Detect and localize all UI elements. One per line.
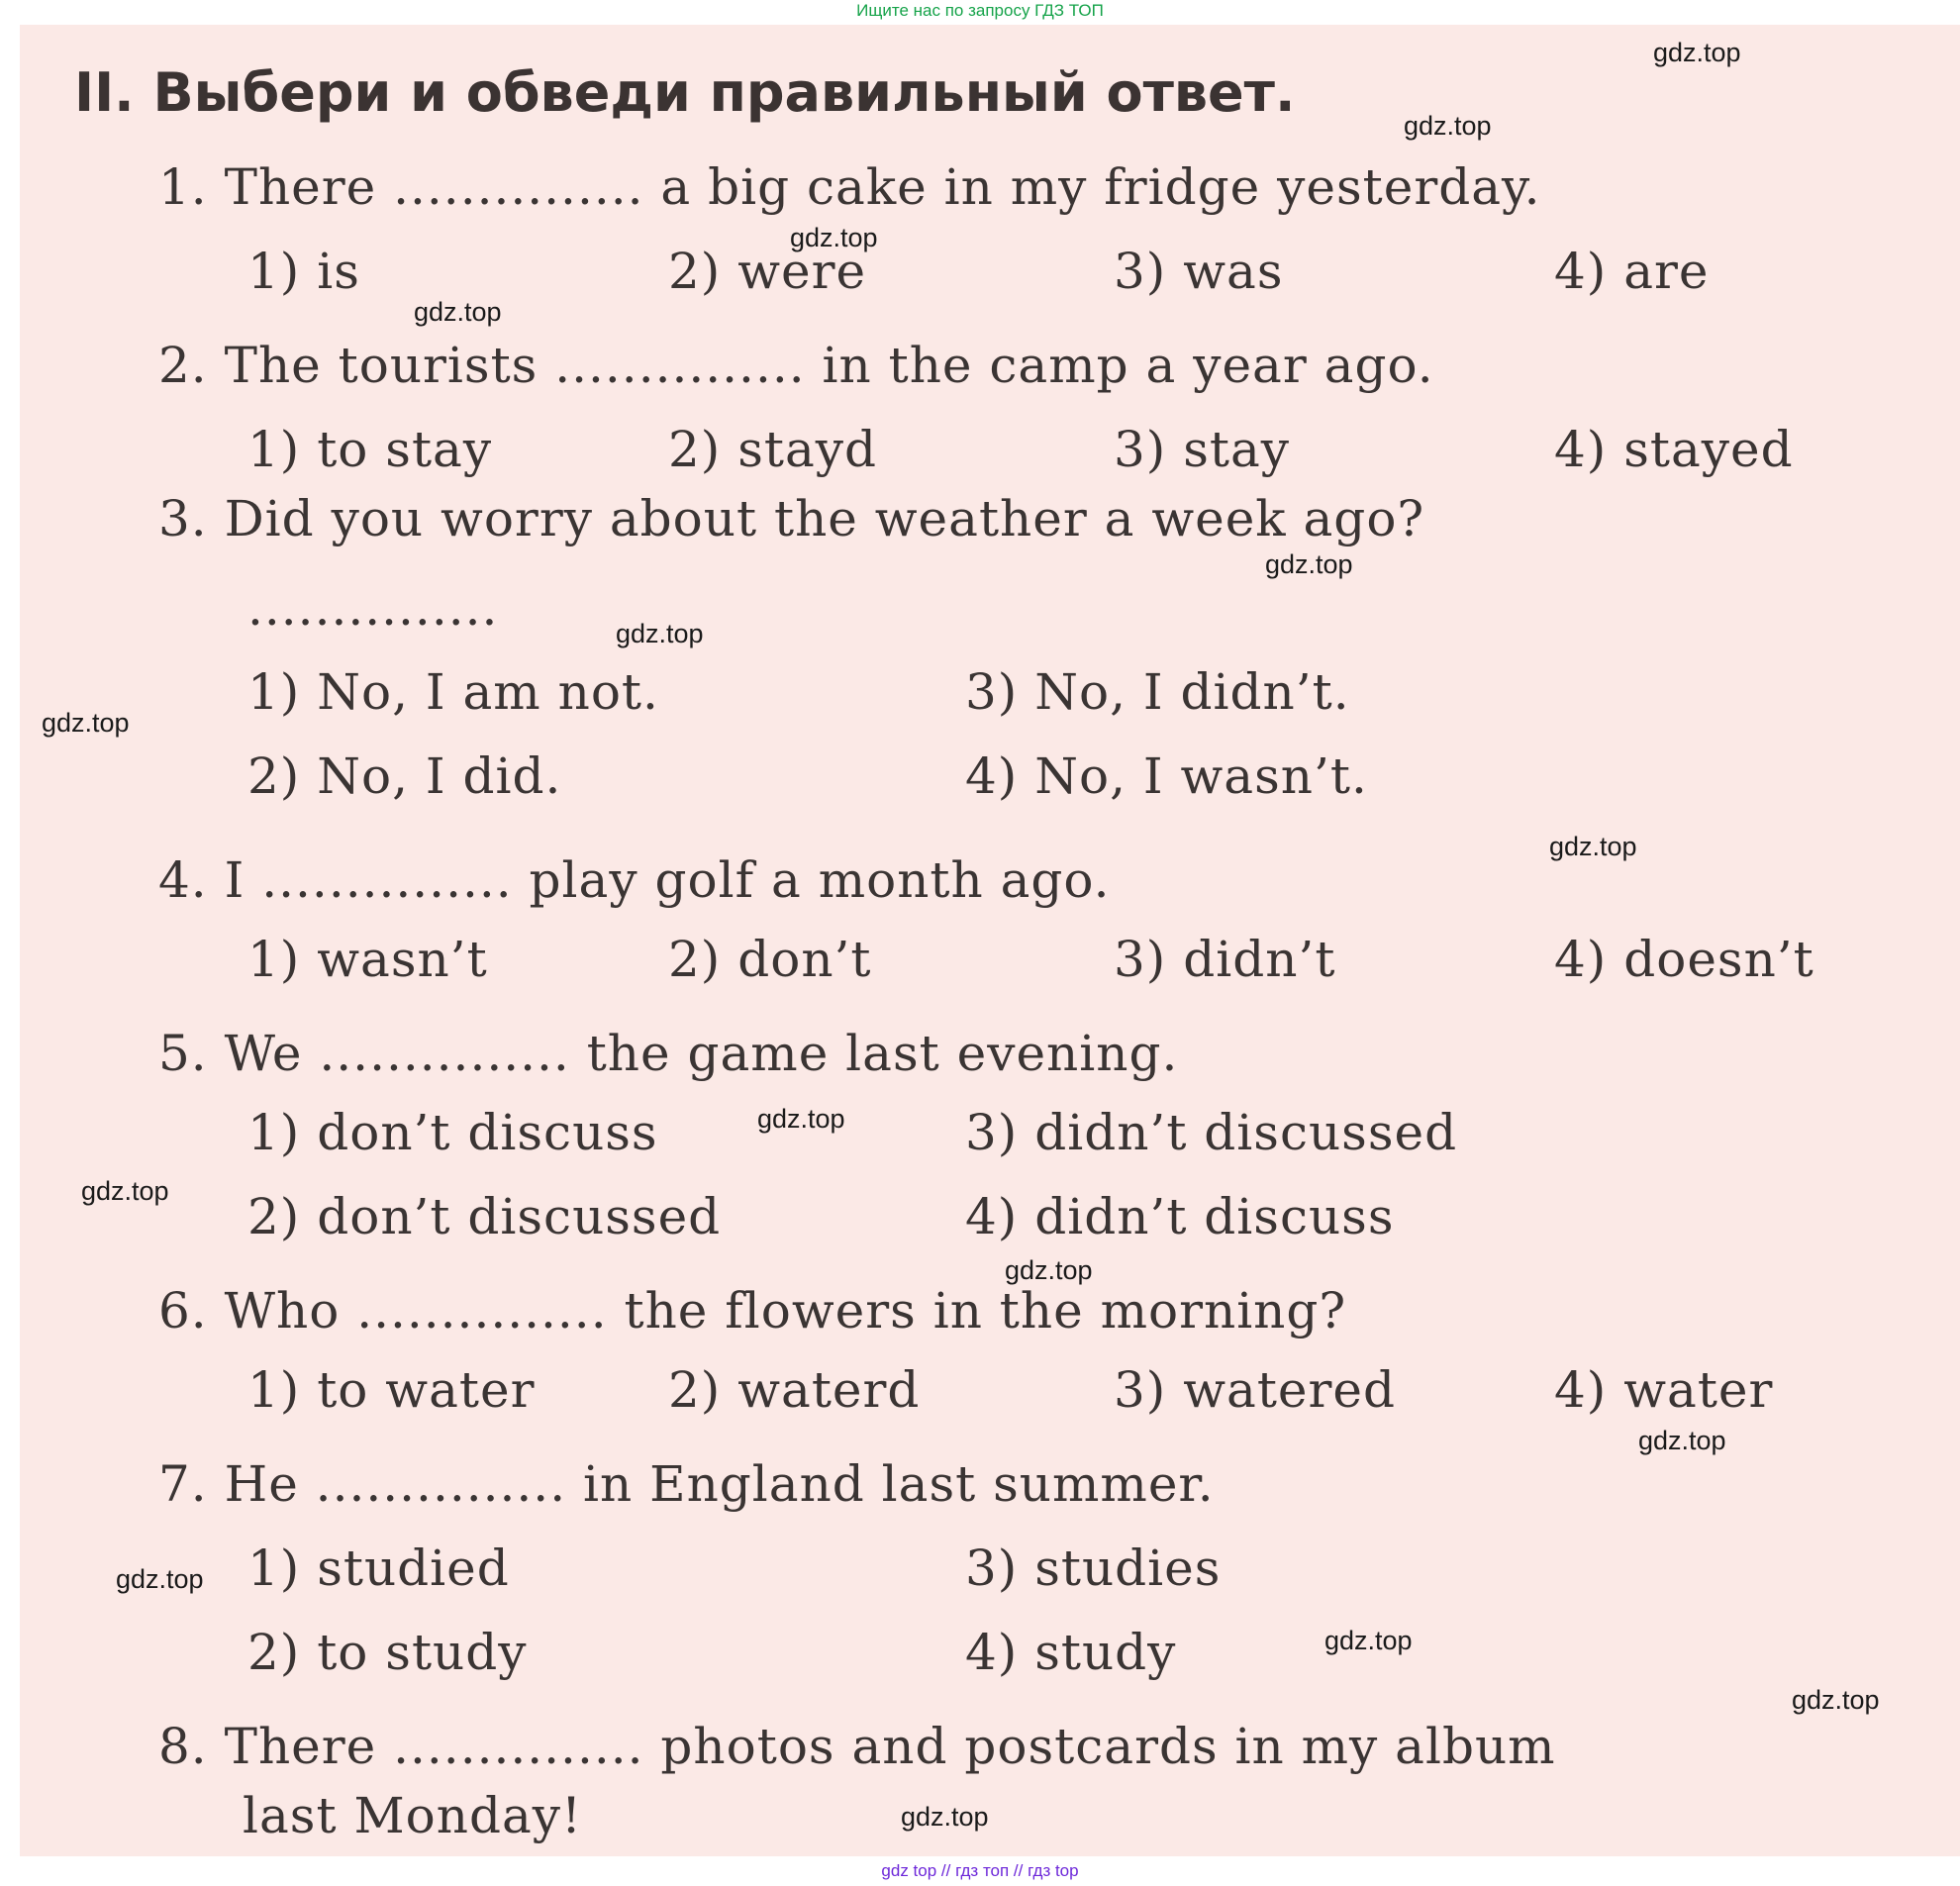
watermark: gdz.top [414,297,502,327]
watermark: gdz.top [616,619,704,648]
question-7-stem: 7. He ............... in England last summer. [158,1455,1215,1513]
question-1-option-2[interactable]: 2) were [668,243,867,300]
watermark: gdz.top [790,223,878,252]
exercise-heading: II. Выбери и обведи правильный ответ. [74,61,1296,124]
watermark: gdz.top [901,1802,989,1832]
question-1-option-3[interactable]: 3) was [1114,243,1284,300]
question-8-stem-continued: last Monday! [243,1787,583,1844]
question-3-blank: ............... [247,579,499,637]
question-4-option-3[interactable]: 3) didn’t [1114,931,1336,988]
bottom-banner: gdz top // гдз топ // гдз top [881,1861,1079,1880]
question-4-option-4[interactable]: 4) doesn’t [1554,931,1814,988]
watermark: gdz.top [757,1104,845,1134]
watermark: gdz.top [116,1564,204,1594]
question-6-option-4[interactable]: 4) water [1554,1361,1774,1419]
question-5-option-2[interactable]: 2) don’t discussed [247,1188,722,1245]
question-4-stem: 4. I ............... play golf a month ago. [158,851,1111,909]
question-7-option-3[interactable]: 3) studies [965,1539,1222,1597]
watermark: gdz.top [1404,111,1492,141]
question-2-option-1[interactable]: 1) to stay [247,421,493,478]
question-2-option-4[interactable]: 4) stayed [1554,421,1794,478]
question-3-option-3[interactable]: 3) No, I didn’t. [965,663,1350,721]
question-8-stem: 8. There ............... photos and postcards in my album [158,1718,1556,1775]
top-banner: Ищите нас по запросу ГДЗ ТОП [856,1,1104,20]
question-6-option-3[interactable]: 3) watered [1114,1361,1396,1419]
question-1-stem: 1. There ............... a big cake in my fridge yesterday. [158,158,1541,216]
watermark: gdz.top [1549,832,1637,861]
question-2-option-3[interactable]: 3) stay [1114,421,1291,478]
question-1-option-1[interactable]: 1) is [247,243,360,300]
question-5-option-3[interactable]: 3) didn’t discussed [965,1104,1458,1161]
question-5-option-1[interactable]: 1) don’t discuss [247,1104,658,1161]
watermark: gdz.top [42,708,130,738]
question-7-option-1[interactable]: 1) studied [247,1539,510,1597]
watermark: gdz.top [1324,1626,1413,1655]
watermark: gdz.top [1638,1426,1726,1455]
question-6-option-1[interactable]: 1) to water [247,1361,536,1419]
watermark: gdz.top [1792,1685,1880,1715]
question-4-option-2[interactable]: 2) don’t [668,931,872,988]
watermark: gdz.top [81,1176,169,1206]
question-4-option-1[interactable]: 1) wasn’t [247,931,488,988]
question-3-stem: 3. Did you worry about the weather a week ago? [158,490,1425,547]
question-3-option-4[interactable]: 4) No, I wasn’t. [965,747,1368,805]
question-2-stem: 2. The tourists ............... in the camp a year ago. [158,337,1434,394]
question-5-stem: 5. We ............... the game last evening. [158,1025,1179,1082]
question-7-option-2[interactable]: 2) to study [247,1624,528,1681]
question-6-stem: 6. Who ............... the flowers in the morning? [158,1282,1347,1340]
watermark: gdz.top [1653,38,1741,67]
watermark: gdz.top [1265,549,1353,579]
question-5-option-4[interactable]: 4) didn’t discuss [965,1188,1395,1245]
question-3-option-1[interactable]: 1) No, I am not. [247,663,659,721]
question-1-option-4[interactable]: 4) are [1554,243,1710,300]
question-7-option-4[interactable]: 4) study [965,1624,1177,1681]
question-6-option-2[interactable]: 2) waterd [668,1361,921,1419]
question-3-option-2[interactable]: 2) No, I did. [247,747,562,805]
question-2-option-2[interactable]: 2) stayd [668,421,878,478]
watermark: gdz.top [1005,1255,1093,1285]
